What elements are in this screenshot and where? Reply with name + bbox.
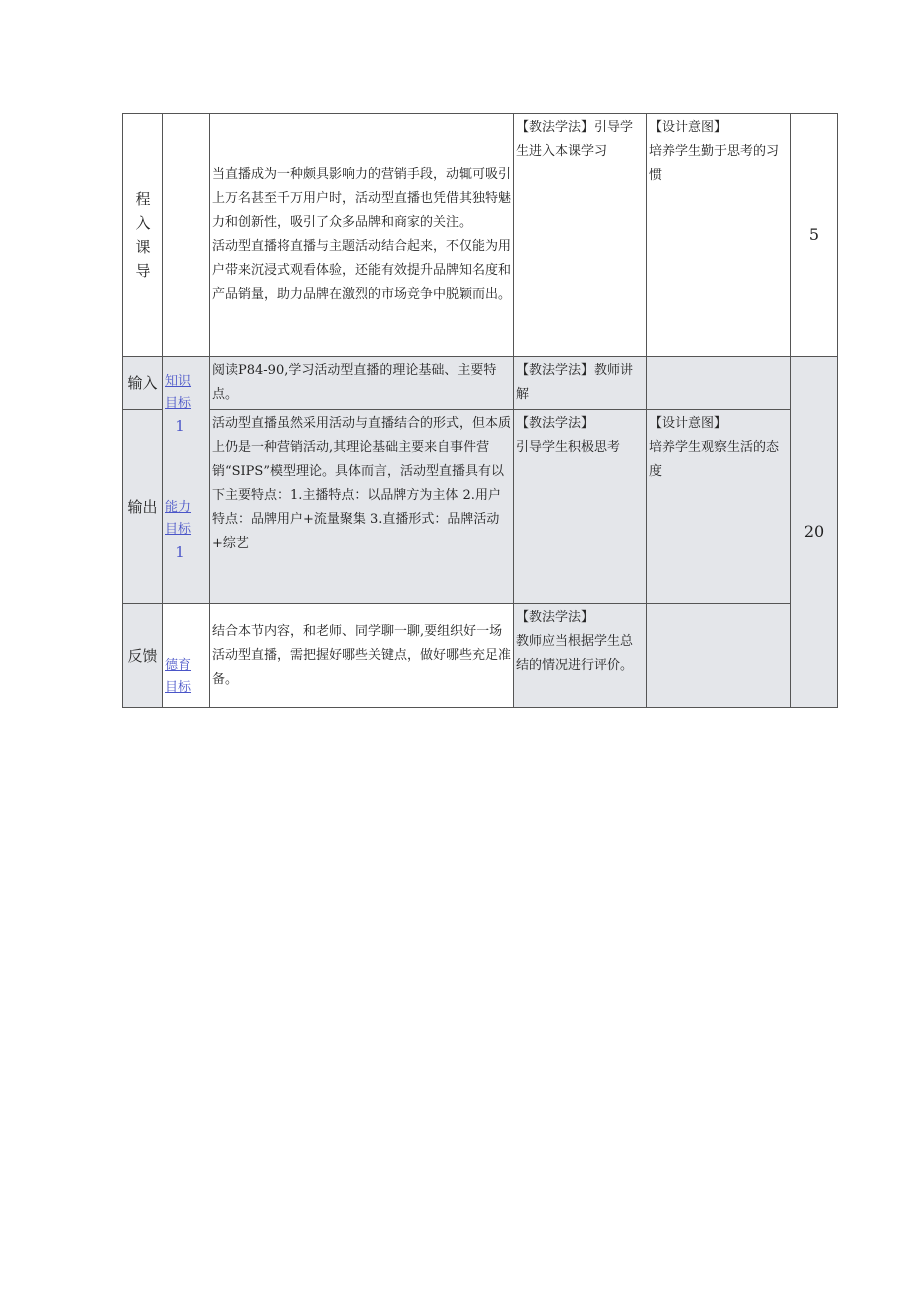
intro-paragraph-1: 当直播成为一种颇具影响力的营销手段，动辄可吸引上万名甚至千万用户时，活动型直播也凭借其独特魅力和创新性，吸引了众多品牌和商家的关注。 — [212, 167, 512, 230]
design-intent-text: 培养学生观察生活的态度 — [649, 440, 780, 479]
input-design-empty — [647, 357, 791, 410]
feedback-method — [514, 604, 647, 708]
moral-goal-link[interactable]: 德育 — [165, 658, 192, 673]
moral-goal-link-2[interactable]: 目标 — [165, 680, 192, 695]
goal-knowledge-ability — [163, 357, 210, 604]
stage-feedback: 反馈 — [123, 604, 163, 708]
time-main: 20 — [791, 357, 838, 708]
method-text: 引导学生积极思考 — [516, 440, 621, 455]
intro-content — [210, 114, 514, 357]
output-row — [123, 410, 838, 604]
input-row — [123, 357, 838, 410]
feedback-content: 结合本节内容，和老师、同学聊一聊,要组织好一场活动型直播，需把握好哪些关键点，做好哪些充足准备。 — [210, 604, 514, 708]
knowledge-goal-link[interactable]: 知识 — [165, 374, 192, 389]
ability-goal-link[interactable]: 能力 — [165, 500, 192, 515]
method-label: 【教法学法】 — [516, 416, 595, 431]
stage-intro: 程 入 课 导 — [123, 114, 163, 357]
intro-method: 【教法学法】引导学生进入本课学习 — [514, 114, 647, 357]
design-intent-text: 培养学生勤于思考的习惯 — [649, 144, 780, 183]
design-intent-label: 【设计意图】 — [649, 416, 728, 431]
feedback-design-empty — [647, 604, 791, 708]
knowledge-goal-link-2[interactable]: 目标 — [165, 396, 192, 411]
lesson-plan-table — [122, 113, 838, 708]
output-content: 活动型直播虽然采用活动与直播结合的形式，但本质上仍是一种营销活动,其理论基础主要来自事件营销“SIPS”模型理论。具体而言，活动型直播具有以下主要特点：1.主播特点：以品牌方为主体 2.用户特点：品牌用户+流量聚集 3.直播形式：品牌活动+综艺 — [210, 410, 514, 604]
intro-row — [123, 114, 838, 357]
intro-design — [647, 114, 791, 357]
input-content: 阅读P84-90,学习活动型直播的理论基础、主要特点。 — [210, 357, 514, 410]
method-label: 【教法学法】 — [516, 610, 595, 625]
ability-goal-link-2[interactable]: 目标 — [165, 522, 192, 537]
stage-input: 输入 — [123, 357, 163, 410]
method-text: 教师应当根据学生总结的情况进行评价。 — [516, 634, 634, 673]
time-intro: 5 — [791, 114, 838, 357]
input-method: 【教法学法】教师讲解 — [514, 357, 647, 410]
output-method — [514, 410, 647, 604]
output-design — [647, 410, 791, 604]
feedback-row — [123, 604, 838, 708]
knowledge-goal-number: 1 — [175, 417, 185, 435]
ability-goal-number: 1 — [175, 543, 185, 561]
goal-cell-empty — [163, 114, 210, 357]
design-intent-label: 【设计意图】 — [649, 120, 728, 135]
intro-paragraph-2: 活动型直播将直播与主题活动结合起来，不仅能为用户带来沉浸式观看体验，还能有效提升品牌知名度和产品销量，助力品牌在激烈的市场竞争中脱颖而出。 — [212, 239, 512, 302]
goal-moral — [163, 604, 210, 708]
stage-output: 输出 — [123, 410, 163, 604]
